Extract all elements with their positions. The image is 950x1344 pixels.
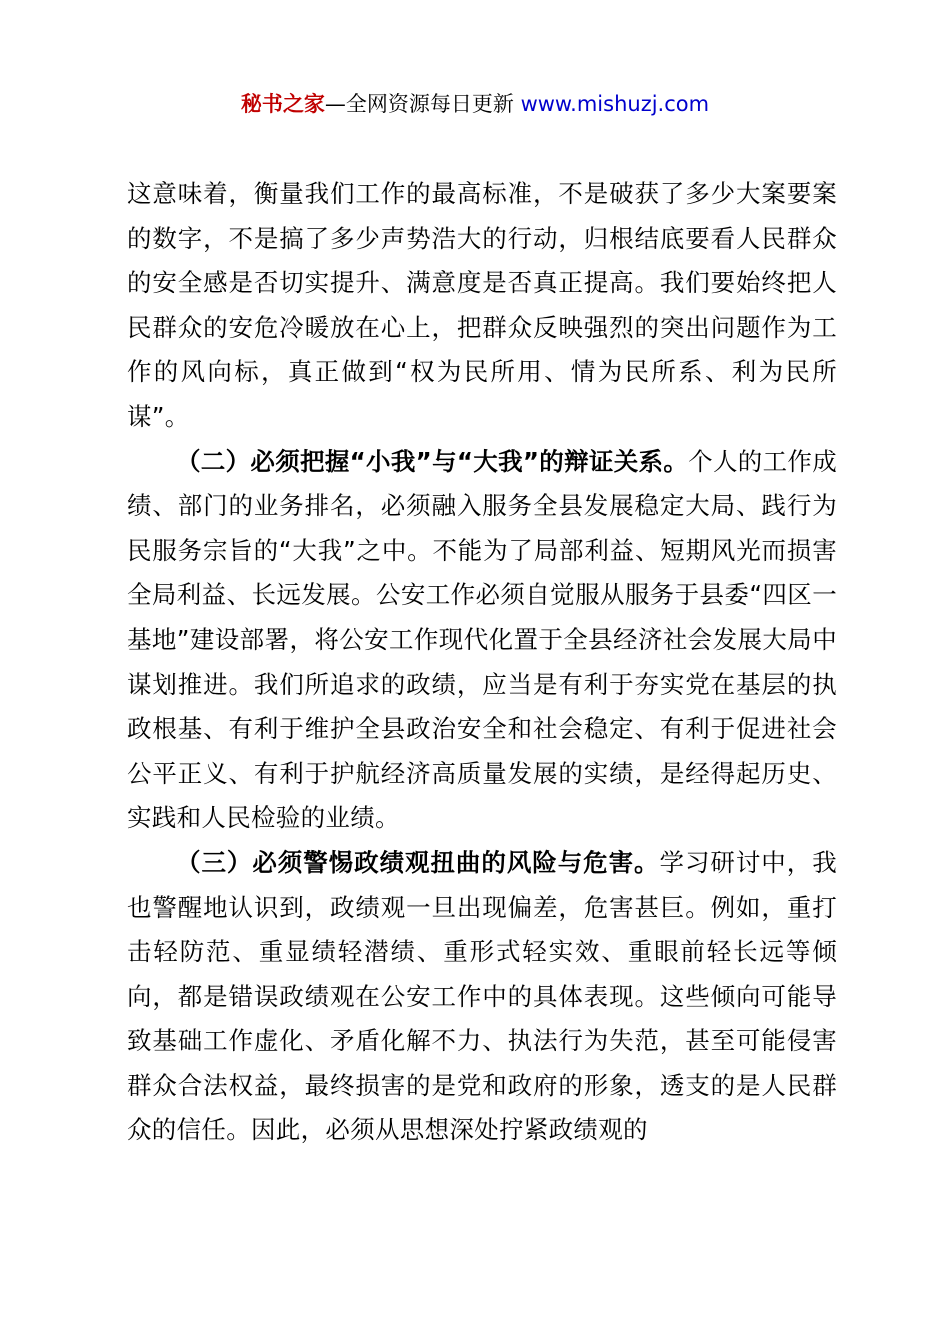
site-brand: 秘书之家 [240,92,325,116]
paragraph-1-text: 这意味着，衡量我们工作的最高标准，不是破获了多少大案要案的数字，不是搞了多少声势浩大的行动，归根结底要看人民群众的安全感是否切实提升、满意度是否真正提高。我们要始终把人民群众的安危冷暖放在心上，把群众反映强烈的突出问题作为工作的风向标，真正做到“权为民所用、情为民所系、利为民所谋”。 [127,179,837,431]
paragraph-2 [127,440,837,841]
site-url-link[interactable]: www.mishuzj.com [520,92,710,116]
document-body [127,172,837,1153]
paragraph-3-heading: （三）必须警惕政绩观扭曲的风险与危害。 [176,847,660,877]
paragraph-3-text: 学习研讨中，我也警醒地认识到，政绩观一旦出现偏差，危害甚巨。例如，重打击轻防范、重显绩轻潜绩、重形式轻实效、重眼前轻长远等倾向，都是错误政绩观在公安工作中的具体表现。这些倾向可能导致基础工作虚化、矛盾化解不力、执法行为失范，甚至可能侵害群众合法权益，最终损害的是党和政府的形象，透支的是人民群众的信任。因此，必须从思想深处拧紧政绩观的 [127,847,837,1145]
paragraph-3 [127,841,837,1153]
paragraph-1 [127,172,837,440]
paragraph-2-heading: （二）必须把握“小我”与“大我”的辩证关系。 [176,446,689,476]
site-header [0,86,950,122]
site-tagline: —全网资源每日更新 [324,92,521,116]
paragraph-2-text: 个人的工作成绩、部门的业务排名，必须融入服务全县发展稳定大局、践行为民服务宗旨的“大我”之中。不能为了局部利益、短期风光而损害全局利益、长远发展。公安工作必须自觉服从服务于县委“四区一基地”建设部署，将公安工作现代化置于全县经济社会发展大局中谋划推进。我们所追求的政绩，应当是有利于夯实党在基层的执政根基、有利于维护全县政治安全和社会稳定、有利于促进社会公平正义、有利于护航经济高质量发展的实绩，是经得起历史、实践和人民检验的业绩。 [127,446,837,833]
